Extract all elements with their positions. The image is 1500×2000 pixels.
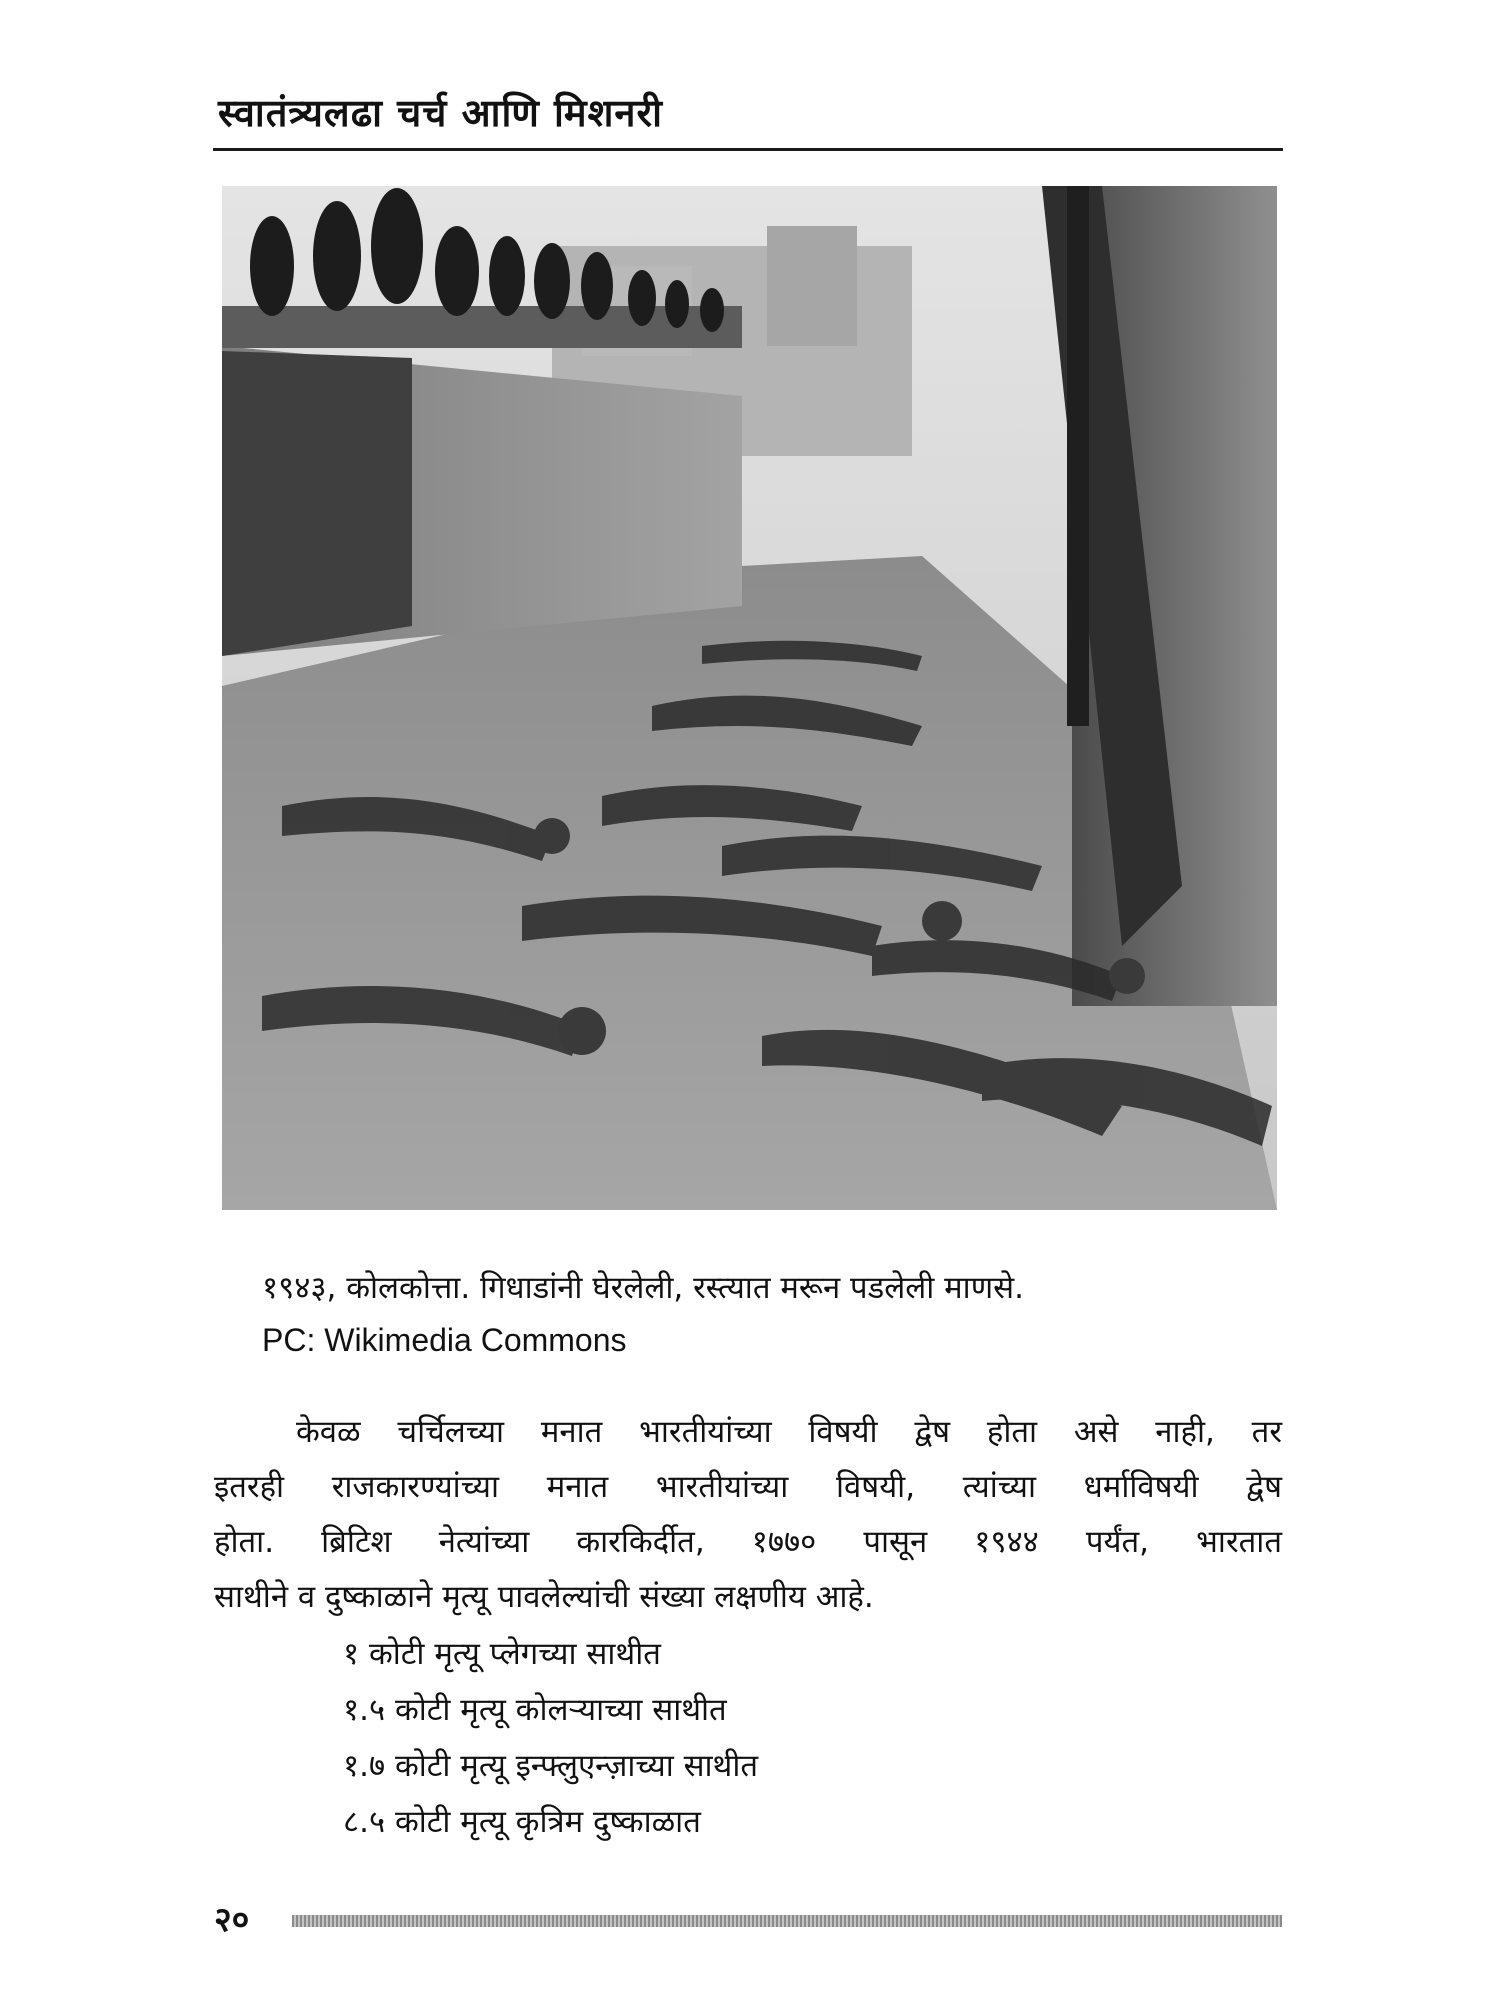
running-header: स्वातंत्र्यलढा चर्च आणि मिशनरी xyxy=(218,91,663,135)
paragraph-line: केवळ चर्चिलच्या मनात भारतीयांच्या विषयी द्वेष होता असे नाही, तर xyxy=(296,1414,1282,1450)
paragraph-line: इतरही राजकारण्यांच्या मनात भारतीयांच्या विषयी, त्यांच्या धर्माविषयी द्वेष xyxy=(214,1469,1282,1505)
page-number: २० xyxy=(214,1900,250,1940)
mortality-item-plague: १ कोटी मृत्यू प्लेगच्या साथीत xyxy=(343,1636,661,1672)
body-paragraph xyxy=(214,1405,1282,1625)
caption-text: १९४३, कोलकोत्ता. गिधाडांनी घेरलेली, रस्त्यात मरून पडलेली माणसे. xyxy=(262,1270,1024,1306)
paragraph-line: साथीने व दुष्काळाने मृत्यू पावलेल्यांची संख्या लक्षणीय आहे. xyxy=(214,1579,874,1615)
famine-photograph xyxy=(222,186,1277,1210)
photo-credit: PC: Wikimedia Commons xyxy=(262,1322,627,1358)
figure-caption xyxy=(262,1262,1282,1366)
mortality-item-influenza: १.७ कोटी मृत्यू इन्फ्लुएन्ज़ाच्या साथीत xyxy=(343,1748,759,1784)
page-footer xyxy=(214,1900,1284,1940)
header-rule xyxy=(213,148,1283,151)
mortality-item-famine: ८.५ कोटी मृत्यू कृत्रिम दुष्काळात xyxy=(343,1804,701,1840)
paragraph-line: होता. ब्रिटिश नेत्यांच्या कारकिर्दीत, १७७० पासून १९४४ पर्यंत, भारतात xyxy=(214,1524,1282,1560)
photo-illustration xyxy=(222,186,1277,1210)
mortality-item-cholera: १.५ कोटी मृत्यू कोलऱ्याच्या साथीत xyxy=(343,1692,727,1728)
mortality-list xyxy=(343,1626,758,1850)
footer-rule xyxy=(292,1915,1282,1927)
